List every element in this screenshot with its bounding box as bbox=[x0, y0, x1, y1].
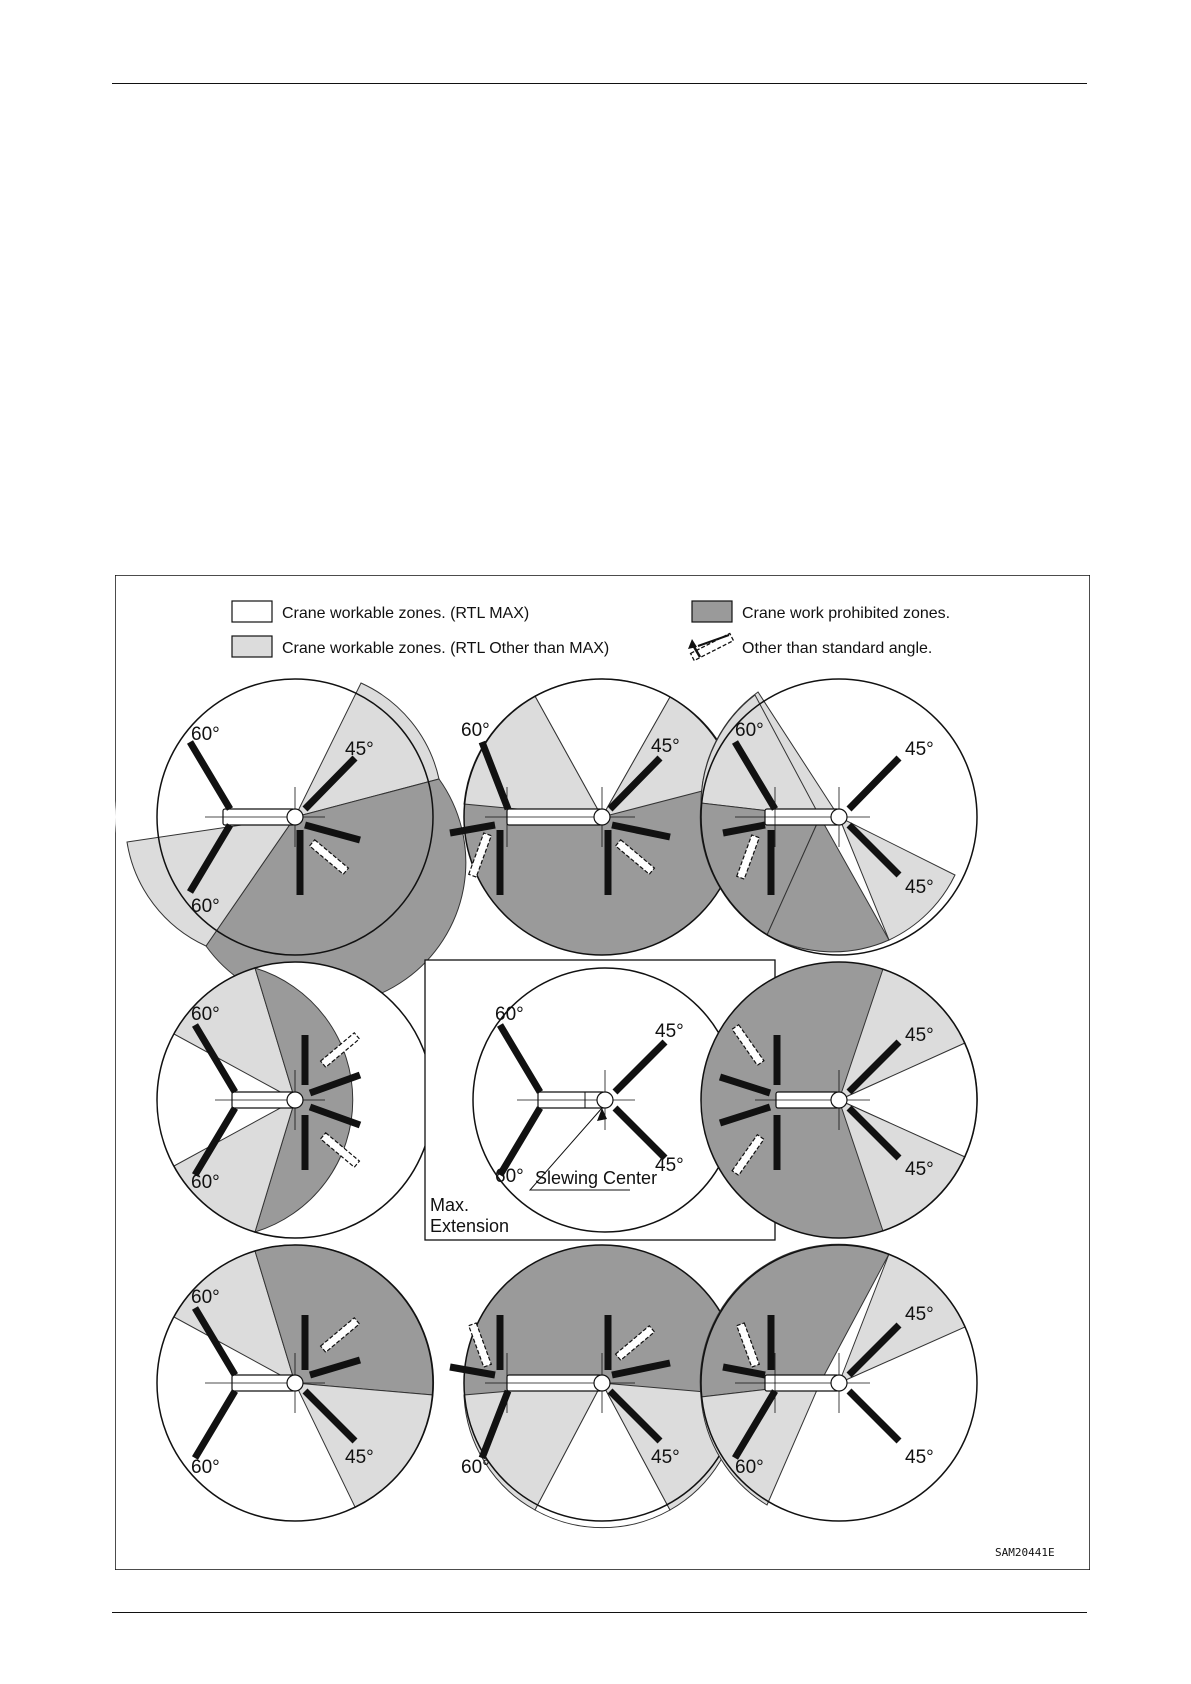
label-rear-45: 45° bbox=[905, 877, 934, 898]
legend-other-angle: Other than standard angle. bbox=[742, 640, 933, 657]
label-front-60: 60° bbox=[191, 1287, 220, 1308]
footer-rule bbox=[112, 1612, 1087, 1613]
label-front-60: 60° bbox=[191, 1004, 220, 1025]
outrigger-workable-zones-figure bbox=[115, 575, 1090, 1570]
label-front-60: 60° bbox=[495, 1166, 524, 1187]
diagram-top-right bbox=[700, 679, 977, 955]
header-rule bbox=[112, 83, 1087, 84]
label-rear-45: 45° bbox=[905, 1025, 934, 1046]
label-front-60: 60° bbox=[191, 1172, 220, 1193]
label-rear-45: 45° bbox=[905, 1447, 934, 1468]
label-front-60: 60° bbox=[495, 1004, 524, 1025]
label-rear-45: 45° bbox=[905, 1159, 934, 1180]
label-rear-45: 45° bbox=[905, 739, 934, 760]
label-front-60: 60° bbox=[735, 720, 764, 741]
legend-swatch-workable-max bbox=[232, 601, 272, 622]
diagram-middle-left bbox=[157, 962, 433, 1238]
label-front-60: 60° bbox=[735, 1457, 764, 1478]
label-rear-45: 45° bbox=[651, 1447, 680, 1468]
label-rear-45: 45° bbox=[655, 1155, 684, 1176]
legend-swatch-workable-other bbox=[232, 636, 272, 657]
legend-swatch-prohibited bbox=[692, 601, 732, 622]
legend-prohibited: Crane work prohibited zones. bbox=[742, 605, 951, 622]
figure-code: SAM20441E bbox=[995, 1546, 1055, 1559]
label-front-60: 60° bbox=[191, 1457, 220, 1478]
slewing-center-label: Slewing Center bbox=[535, 1168, 658, 1188]
label-rear-45: 45° bbox=[905, 1304, 934, 1325]
label-front-60: 60° bbox=[191, 724, 220, 745]
legend-workable-other: Crane workable zones. (RTL Other than MAX) bbox=[282, 640, 610, 657]
diagram-bottom-left bbox=[157, 1245, 434, 1521]
diagram-bottom-right bbox=[700, 1244, 977, 1521]
label-front-60: 60° bbox=[461, 720, 490, 741]
label-rear-45: 45° bbox=[345, 1447, 374, 1468]
label-rear-45: 45° bbox=[655, 1021, 684, 1042]
diagram-middle-right bbox=[701, 962, 977, 1238]
label-rear-45: 45° bbox=[345, 739, 374, 760]
label-front-60: 60° bbox=[461, 1457, 490, 1478]
label-front-60: 60° bbox=[191, 896, 220, 917]
legend-workable-max: Crane workable zones. (RTL MAX) bbox=[282, 605, 530, 622]
label-rear-45: 45° bbox=[651, 736, 680, 757]
extension-label: Extension bbox=[430, 1216, 510, 1236]
max-label: Max. bbox=[430, 1195, 470, 1215]
